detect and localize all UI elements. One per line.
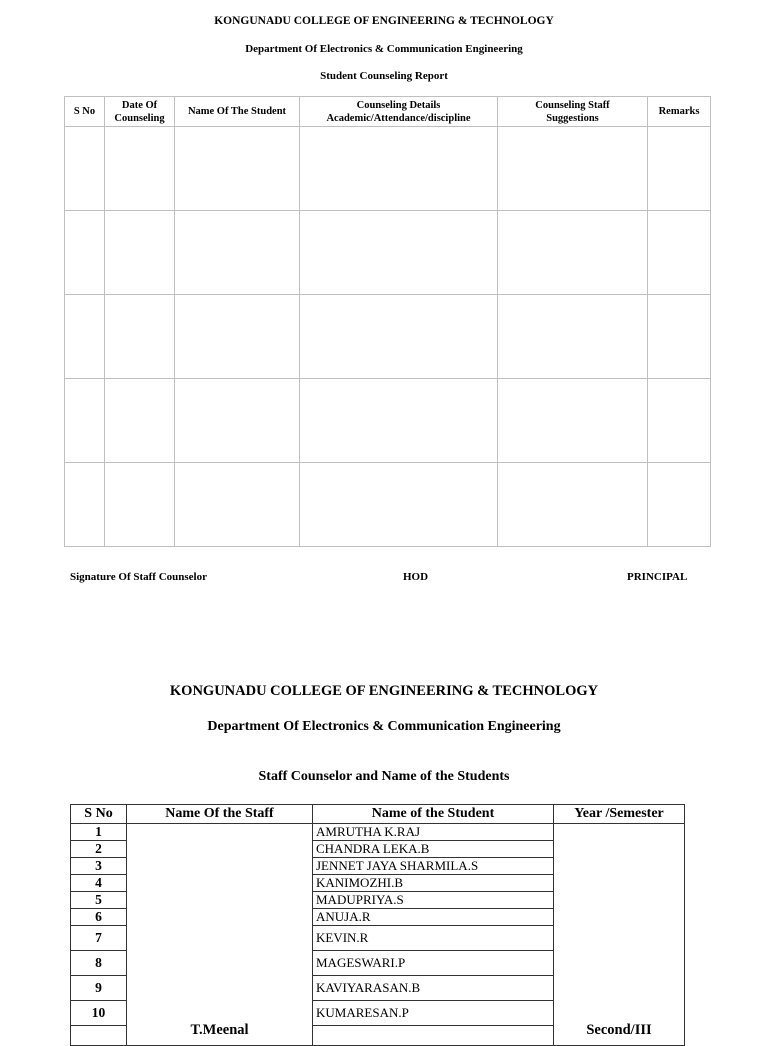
header-year-semester: Year /Semester bbox=[554, 805, 685, 824]
student-name-cell: KUMARESAN.P bbox=[313, 1001, 554, 1026]
header-date: Date Of Counseling bbox=[105, 97, 175, 127]
header-student-name: Name Of The Student bbox=[175, 97, 300, 127]
staff-name-cell: T.Meenal bbox=[127, 824, 313, 1046]
header-staff-name: Name Of the Staff bbox=[127, 805, 313, 824]
staff-students-table bbox=[70, 804, 685, 1046]
report-college-title: KONGUNADU COLLEGE OF ENGINEERING & TECHNOLOGY bbox=[214, 15, 554, 27]
report-title: Student Counseling Report bbox=[320, 70, 448, 82]
counseling-report-table bbox=[64, 96, 711, 547]
signature-principal: PRINCIPAL bbox=[627, 571, 688, 583]
table-row bbox=[65, 211, 711, 295]
student-name-cell: JENNET JAYA SHARMILA.S bbox=[313, 858, 554, 875]
staff-section-title: Staff Counselor and Name of the Students bbox=[258, 769, 510, 784]
header-student-name: Name of the Student bbox=[313, 805, 554, 824]
student-name-cell: KEVIN.R bbox=[313, 926, 554, 951]
student-name-cell: AMRUTHA K.RAJ bbox=[313, 824, 554, 841]
header-sno: S No bbox=[65, 97, 105, 127]
row-sno: 1 bbox=[71, 824, 127, 841]
row-sno: 6 bbox=[71, 909, 127, 926]
row-sno: 3 bbox=[71, 858, 127, 875]
student-name-cell: MADUPRIYA.S bbox=[313, 892, 554, 909]
row-sno: 4 bbox=[71, 875, 127, 892]
student-name-cell: KANIMOZHI.B bbox=[313, 875, 554, 892]
student-name-cell: CHANDRA LEKA.B bbox=[313, 841, 554, 858]
row-sno: 2 bbox=[71, 841, 127, 858]
table-row bbox=[71, 824, 685, 841]
staff-section-college-title: KONGUNADU COLLEGE OF ENGINEERING & TECHNOLOGY bbox=[169, 683, 599, 699]
student-name-cell: ANUJA.R bbox=[313, 909, 554, 926]
row-sno: 8 bbox=[71, 951, 127, 976]
student-name-cell: KAVIYARASAN.B bbox=[313, 976, 554, 1001]
year-semester-cell: Second/III bbox=[554, 824, 685, 1046]
table-row bbox=[65, 463, 711, 547]
row-sno: 10 bbox=[71, 1001, 127, 1026]
header-staff-suggestions: Counseling Staff Suggestions bbox=[498, 97, 648, 127]
staff-header-row bbox=[71, 805, 685, 824]
report-header-row bbox=[65, 97, 711, 127]
report-department: Department Of Electronics & Communication Engineering bbox=[245, 43, 523, 55]
header-sno: S No bbox=[71, 805, 127, 824]
table-row bbox=[65, 295, 711, 379]
table-row bbox=[65, 379, 711, 463]
header-counseling-details: Counseling Details Academic/Attendance/discipline bbox=[300, 97, 498, 127]
staff-section-department: Department Of Electronics & Communication Engineering bbox=[207, 719, 561, 734]
table-row bbox=[65, 127, 711, 211]
row-sno: 9 bbox=[71, 976, 127, 1001]
header-remarks: Remarks bbox=[648, 97, 711, 127]
signature-staff-counselor: Signature Of Staff Counselor bbox=[70, 571, 207, 583]
row-sno: 7 bbox=[71, 926, 127, 951]
signature-hod: HOD bbox=[403, 571, 429, 583]
row-sno: 5 bbox=[71, 892, 127, 909]
student-name-cell: MAGESWARI.P bbox=[313, 951, 554, 976]
